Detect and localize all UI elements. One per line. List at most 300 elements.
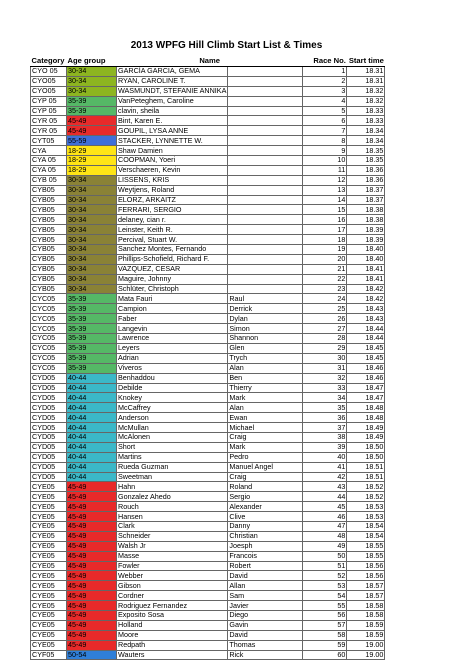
race-no-cell: 26 — [303, 314, 347, 324]
category-cell: CYC05 — [31, 343, 67, 353]
second-name-cell: Mark — [228, 393, 303, 403]
start-time-cell: 18.56 — [347, 571, 385, 581]
second-name-cell: Christian — [228, 531, 303, 541]
second-name-cell: Robert — [228, 561, 303, 571]
table-row — [31, 76, 385, 86]
start-time-cell: 18.37 — [347, 195, 385, 205]
header-start-time: Start time — [348, 56, 384, 65]
category-cell: CYE05 — [31, 630, 67, 640]
name-cell: McMullan — [117, 423, 228, 433]
second-name-cell: Shannon — [228, 334, 303, 344]
start-time-cell: 18.37 — [347, 185, 385, 195]
category-cell: CYR 05 — [31, 116, 67, 126]
category-cell: CYE05 — [31, 482, 67, 492]
category-cell: CYE05 — [31, 591, 67, 601]
age-group-cell: 40-44 — [67, 383, 117, 393]
table-row — [31, 462, 385, 472]
start-time-cell: 18.39 — [347, 225, 385, 235]
start-time-cell: 18.53 — [347, 502, 385, 512]
age-group-cell: 35-39 — [67, 343, 117, 353]
second-name-cell: Glen — [228, 343, 303, 353]
start-time-cell: 18.55 — [347, 541, 385, 551]
second-name-cell — [228, 215, 303, 225]
second-name-cell: Javier — [228, 601, 303, 611]
race-no-cell: 7 — [303, 126, 347, 136]
race-no-cell: 43 — [303, 482, 347, 492]
second-name-cell — [228, 175, 303, 185]
race-no-cell: 18 — [303, 235, 347, 245]
category-cell: CYE05 — [31, 571, 67, 581]
start-time-cell: 18.45 — [347, 353, 385, 363]
table-row — [31, 561, 385, 571]
category-cell: CYC05 — [31, 294, 67, 304]
age-group-cell: 40-44 — [67, 452, 117, 462]
start-time-cell: 18.54 — [347, 531, 385, 541]
start-time-cell: 18.59 — [347, 630, 385, 640]
age-group-cell: 40-44 — [67, 462, 117, 472]
category-cell: CYO05 — [31, 76, 67, 86]
start-time-cell: 18.38 — [347, 205, 385, 215]
second-name-cell — [228, 245, 303, 255]
header-name: Name — [117, 56, 303, 67]
start-time-cell: 18.34 — [347, 126, 385, 136]
race-no-cell: 58 — [303, 630, 347, 640]
age-group-cell: 35-39 — [67, 324, 117, 334]
name-cell: Faber — [117, 314, 228, 324]
start-time-cell: 18.43 — [347, 304, 385, 314]
name-cell: Verschaeren, Kevin — [117, 165, 228, 175]
age-group-cell: 45-49 — [67, 630, 117, 640]
second-name-cell: Simon — [228, 324, 303, 334]
second-name-cell: Sam — [228, 591, 303, 601]
table-row — [31, 264, 385, 274]
table-row — [31, 650, 385, 660]
start-time-cell: 18.47 — [347, 383, 385, 393]
second-name-cell — [228, 106, 303, 116]
category-cell: CYB05 — [31, 195, 67, 205]
name-cell: Benhaddou — [117, 373, 228, 383]
name-cell: Rodriguez Fernandez — [117, 601, 228, 611]
race-no-cell: 49 — [303, 541, 347, 551]
age-group-cell: 45-49 — [67, 492, 117, 502]
start-time-cell: 18.54 — [347, 521, 385, 531]
race-no-cell: 42 — [303, 472, 347, 482]
second-name-cell: Clive — [228, 512, 303, 522]
start-time-cell: 18.57 — [347, 591, 385, 601]
category-cell: CYD05 — [31, 403, 67, 413]
age-group-cell: 30-34 — [67, 67, 117, 77]
age-group-cell: 18-29 — [67, 165, 117, 175]
category-cell: CYC05 — [31, 363, 67, 373]
race-no-cell: 11 — [303, 165, 347, 175]
second-name-cell: Thierry — [228, 383, 303, 393]
age-group-cell: 35-39 — [67, 304, 117, 314]
start-time-cell: 18.56 — [347, 561, 385, 571]
table-row — [31, 343, 385, 353]
table-row — [31, 531, 385, 541]
second-name-cell: Joesph — [228, 541, 303, 551]
category-cell: CYB05 — [31, 284, 67, 294]
name-cell: WASMUNDT, STEFANIE ANNIKA — [118, 86, 227, 96]
name-cell: Rouch — [117, 502, 228, 512]
race-no-cell: 29 — [303, 343, 347, 353]
start-time-cell: 18.53 — [347, 512, 385, 522]
start-time-cell: 18.58 — [347, 601, 385, 611]
category-cell: CYE05 — [31, 640, 67, 650]
name-cell: Percival, Stuart W. — [117, 235, 228, 245]
name-cell: STACKER, LYNNETTE W. — [117, 136, 228, 146]
second-name-cell — [228, 225, 303, 235]
name-cell: Fowler — [117, 561, 228, 571]
age-group-cell: 30-34 — [67, 284, 117, 294]
start-time-cell: 18.44 — [347, 324, 385, 334]
category-cell: CYE05 — [31, 561, 67, 571]
race-no-cell: 41 — [303, 462, 347, 472]
name-cell: Mata Fauri — [117, 294, 228, 304]
race-no-cell: 20 — [303, 254, 347, 264]
start-time-cell: 18.31 — [347, 76, 385, 86]
name-cell: GARCÍA GARCIA, GEMA — [117, 67, 228, 77]
name-cell: clavin, sheila — [117, 106, 228, 116]
race-no-cell: 51 — [303, 561, 347, 571]
age-group-cell: 30-34 — [67, 225, 117, 235]
category-cell: CYP 05 — [31, 96, 67, 106]
category-cell: CYB05 — [31, 205, 67, 215]
age-group-cell: 35-39 — [67, 334, 117, 344]
age-group-cell: 18-29 — [67, 156, 117, 166]
age-group-cell: 45-49 — [67, 512, 117, 522]
race-no-cell: 57 — [303, 620, 347, 630]
second-name-cell — [228, 136, 303, 146]
table-row — [31, 304, 385, 314]
second-name-cell — [228, 96, 303, 106]
table-row — [31, 86, 385, 96]
start-time-cell: 18.55 — [347, 551, 385, 561]
category-cell: CYA 05 — [31, 156, 67, 166]
table-row — [31, 205, 385, 215]
race-no-cell: 47 — [303, 521, 347, 531]
age-group-cell: 30-34 — [67, 235, 117, 245]
table-row — [31, 452, 385, 462]
age-group-cell: 30-34 — [67, 264, 117, 274]
name-cell: RYAN, CAROLINE T. — [117, 76, 228, 86]
second-name-cell — [228, 195, 303, 205]
table-row — [31, 225, 385, 235]
age-group-cell: 30-34 — [67, 185, 117, 195]
race-no-cell: 8 — [303, 136, 347, 146]
race-no-cell: 32 — [303, 373, 347, 383]
age-group-cell: 35-39 — [67, 353, 117, 363]
name-cell: VanPeteghem, Caroline — [117, 96, 228, 106]
start-time-cell: 19.00 — [347, 640, 385, 650]
second-name-cell — [228, 205, 303, 215]
second-name-cell: Alan — [228, 403, 303, 413]
category-cell: CYO05 — [31, 86, 67, 96]
start-time-cell: 19.00 — [347, 650, 385, 660]
start-time-cell: 18.40 — [347, 254, 385, 264]
table-row — [31, 146, 385, 156]
category-cell: CYD05 — [31, 423, 67, 433]
second-name-cell: Diego — [228, 610, 303, 620]
name-cell: Shaw Damien — [117, 146, 228, 156]
second-name-cell — [228, 67, 303, 77]
second-name-cell — [228, 235, 303, 245]
category-cell: CYB05 — [31, 235, 67, 245]
age-group-cell: 35-39 — [67, 294, 117, 304]
category-cell: CYB05 — [31, 264, 67, 274]
second-name-cell — [228, 116, 303, 126]
table-row — [31, 393, 385, 403]
table-row — [31, 235, 385, 245]
start-time-cell: 18.38 — [347, 215, 385, 225]
race-no-cell: 24 — [303, 294, 347, 304]
category-cell: CYE05 — [31, 610, 67, 620]
race-no-cell: 21 — [303, 264, 347, 274]
category-cell: CYC05 — [31, 304, 67, 314]
start-time-cell: 18.35 — [347, 156, 385, 166]
table-row — [31, 156, 385, 166]
second-name-cell: Dylan — [228, 314, 303, 324]
category-cell: CYE05 — [31, 512, 67, 522]
name-cell: Maguire, Johnny — [117, 274, 228, 284]
table-row — [31, 294, 385, 304]
start-time-cell: 18.34 — [347, 136, 385, 146]
age-group-cell: 30-34 — [67, 215, 117, 225]
name-cell: Gibson — [117, 581, 228, 591]
second-name-cell: Ewan — [228, 413, 303, 423]
name-cell: Leinster, Keith R. — [117, 225, 228, 235]
category-cell: CYB 05 — [31, 175, 67, 185]
second-name-cell: Craig — [228, 432, 303, 442]
second-name-cell: Manuel Angel — [228, 462, 303, 472]
age-group-cell: 35-39 — [67, 96, 117, 106]
start-time-cell: 18.43 — [347, 314, 385, 324]
race-no-cell: 56 — [303, 610, 347, 620]
start-time-cell: 18.51 — [347, 462, 385, 472]
age-group-cell: 45-49 — [67, 561, 117, 571]
name-cell: Adrian — [117, 353, 228, 363]
category-cell: CYR 05 — [31, 126, 67, 136]
table-row — [31, 601, 385, 611]
category-cell: CYP 05 — [31, 106, 67, 116]
name-cell: Hansen — [117, 512, 228, 522]
table-row — [31, 116, 385, 126]
name-cell: Holland — [117, 620, 228, 630]
category-cell: CYD05 — [31, 472, 67, 482]
category-cell: CYB05 — [31, 215, 67, 225]
age-group-cell: 45-49 — [67, 601, 117, 611]
second-name-cell: Raul — [228, 294, 303, 304]
category-cell: CYB05 — [31, 274, 67, 284]
second-name-cell: Michael — [228, 423, 303, 433]
race-no-cell: 9 — [303, 146, 347, 156]
start-time-cell: 18.44 — [347, 334, 385, 344]
table-row — [31, 403, 385, 413]
start-time-cell: 18.52 — [347, 482, 385, 492]
start-time-cell: 18.36 — [347, 165, 385, 175]
name-cell: FERRARI, SERGIO — [117, 205, 228, 215]
name-cell: Debilde — [117, 383, 228, 393]
age-group-cell: 45-49 — [67, 640, 117, 650]
race-no-cell: 19 — [303, 245, 347, 255]
table-row — [31, 245, 385, 255]
race-no-cell: 54 — [303, 591, 347, 601]
table-row — [31, 185, 385, 195]
table-row — [31, 324, 385, 334]
second-name-cell: Francois — [228, 551, 303, 561]
category-cell: CYD05 — [31, 432, 67, 442]
category-cell: CYD05 — [31, 383, 67, 393]
category-cell: CYE05 — [31, 541, 67, 551]
second-name-cell: Alan — [228, 363, 303, 373]
age-group-cell: 40-44 — [67, 413, 117, 423]
table-row — [31, 284, 385, 294]
table-row — [31, 413, 385, 423]
start-time-cell: 18.41 — [347, 264, 385, 274]
race-no-cell: 46 — [303, 512, 347, 522]
start-time-cell: 18.33 — [347, 106, 385, 116]
start-time-cell: 18.36 — [347, 175, 385, 185]
table-row — [31, 195, 385, 205]
name-cell: McAlonen — [117, 432, 228, 442]
race-no-cell: 15 — [303, 205, 347, 215]
age-group-cell: 45-49 — [67, 521, 117, 531]
table-row — [31, 512, 385, 522]
table-row — [31, 136, 385, 146]
second-name-cell: Alexander — [228, 502, 303, 512]
name-cell: Rueda Guzman — [117, 462, 228, 472]
start-time-cell: 18.48 — [347, 403, 385, 413]
category-cell: CYT05 — [31, 136, 67, 146]
age-group-cell: 40-44 — [67, 472, 117, 482]
category-cell: CYC05 — [31, 324, 67, 334]
table-row — [31, 67, 385, 77]
table-row — [31, 571, 385, 581]
race-no-cell: 27 — [303, 324, 347, 334]
race-no-cell: 16 — [303, 215, 347, 225]
start-time-cell: 18.50 — [347, 442, 385, 452]
race-no-cell: 14 — [303, 195, 347, 205]
name-cell: GOUPIL, LYSA ANNE — [117, 126, 228, 136]
race-no-cell: 52 — [303, 571, 347, 581]
start-time-cell: 18.42 — [347, 284, 385, 294]
second-name-cell — [228, 254, 303, 264]
age-group-cell: 40-44 — [67, 423, 117, 433]
category-cell: CYD05 — [31, 462, 67, 472]
start-time-cell: 18.31 — [347, 67, 385, 77]
start-time-cell: 18.58 — [347, 610, 385, 620]
age-group-cell: 40-44 — [67, 442, 117, 452]
start-time-cell: 18.45 — [347, 343, 385, 353]
table-row — [31, 482, 385, 492]
table-row — [31, 472, 385, 482]
name-cell: Clark — [117, 521, 228, 531]
category-cell: CYB05 — [31, 254, 67, 264]
table-row — [31, 502, 385, 512]
name-cell: McCaffrey — [117, 403, 228, 413]
category-cell: CYF05 — [31, 650, 67, 660]
table-row — [31, 96, 385, 106]
start-time-cell: 18.46 — [347, 373, 385, 383]
age-group-cell: 45-49 — [67, 482, 117, 492]
start-time-cell: 18.33 — [347, 116, 385, 126]
race-no-cell: 22 — [303, 274, 347, 284]
second-name-cell — [228, 284, 303, 294]
second-name-cell: Roland — [228, 482, 303, 492]
name-cell: Short — [117, 442, 228, 452]
second-name-cell: Mark — [228, 442, 303, 452]
start-time-cell: 18.49 — [347, 423, 385, 433]
category-cell: CYD05 — [31, 413, 67, 423]
table-row — [31, 314, 385, 324]
age-group-cell: 45-49 — [67, 551, 117, 561]
race-no-cell: 33 — [303, 383, 347, 393]
age-group-cell: 30-34 — [67, 205, 117, 215]
start-time-cell: 18.32 — [347, 96, 385, 106]
table-row — [31, 581, 385, 591]
age-group-cell: 45-49 — [67, 610, 117, 620]
start-time-cell: 18.50 — [347, 452, 385, 462]
age-group-cell: 45-49 — [67, 591, 117, 601]
table-row — [31, 551, 385, 561]
age-group-cell: 30-34 — [67, 76, 117, 86]
start-time-cell: 18.51 — [347, 472, 385, 482]
race-no-cell: 25 — [303, 304, 347, 314]
age-group-cell: 45-49 — [67, 571, 117, 581]
name-cell: Sweetman — [117, 472, 228, 482]
race-no-cell: 38 — [303, 432, 347, 442]
race-no-cell: 39 — [303, 442, 347, 452]
age-group-cell: 45-49 — [67, 620, 117, 630]
table-row — [31, 591, 385, 601]
race-no-cell: 30 — [303, 353, 347, 363]
category-cell: CYB05 — [31, 225, 67, 235]
race-no-cell: 45 — [303, 502, 347, 512]
start-time-cell: 18.47 — [347, 393, 385, 403]
race-no-cell: 35 — [303, 403, 347, 413]
name-cell: Leyers — [117, 343, 228, 353]
second-name-cell: Rick — [228, 650, 303, 660]
age-group-cell: 45-49 — [67, 531, 117, 541]
category-cell: CYE05 — [31, 551, 67, 561]
page-title: 2013 WPFG Hill Climb Start List & Times — [130, 40, 323, 51]
category-cell: CYC05 — [31, 314, 67, 324]
race-no-cell: 28 — [303, 334, 347, 344]
second-name-cell: David — [228, 571, 303, 581]
age-group-cell: 40-44 — [67, 432, 117, 442]
start-time-cell: 18.41 — [347, 274, 385, 284]
second-name-cell — [228, 274, 303, 284]
name-cell: Knokey — [117, 393, 228, 403]
table-row — [31, 492, 385, 502]
table-row — [31, 541, 385, 551]
race-no-cell: 36 — [303, 413, 347, 423]
age-group-cell: 30-34 — [67, 86, 117, 96]
age-group-cell: 35-39 — [67, 106, 117, 116]
second-name-cell — [228, 156, 303, 166]
table-row — [31, 215, 385, 225]
table-row — [31, 274, 385, 284]
second-name-cell — [228, 76, 303, 86]
name-cell: Redpath — [117, 640, 228, 650]
start-list-table — [30, 56, 385, 660]
age-group-cell: 40-44 — [67, 393, 117, 403]
race-no-cell: 3 — [303, 86, 347, 96]
race-no-cell: 5 — [303, 106, 347, 116]
start-time-cell: 18.48 — [347, 413, 385, 423]
header-age-group: Age group — [67, 56, 117, 67]
second-name-cell — [228, 126, 303, 136]
